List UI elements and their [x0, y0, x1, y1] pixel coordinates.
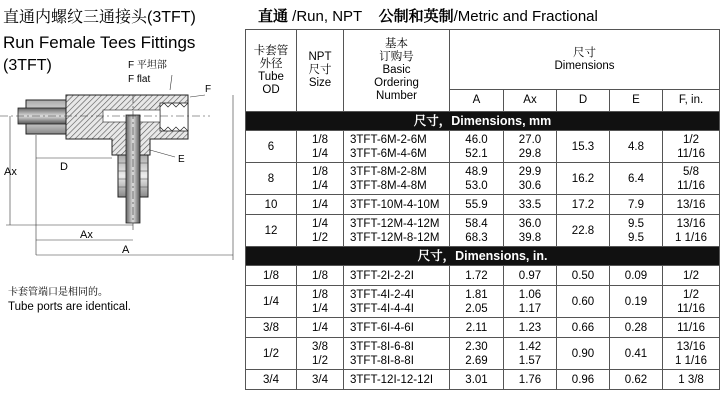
header-dimensions: 尺寸 Dimensions	[450, 30, 720, 90]
band-mm: 尺寸，Dimensions, mm	[246, 112, 720, 131]
table-row	[246, 131, 720, 163]
f-cell: 11/16	[663, 318, 720, 338]
table-heading	[258, 5, 598, 26]
ax-cell: 29.9 30.6	[504, 163, 557, 195]
band-in: 尺寸，Dimensions, in.	[246, 247, 720, 266]
npt-size-cell: 1/8	[297, 266, 344, 286]
table-row	[246, 370, 720, 390]
f-label: F	[205, 84, 212, 95]
order-number-cell: 3TFT-12I-12-12I	[344, 370, 450, 390]
order-number-cell: 3TFT-4I-2-4I 3TFT-4I-4-4I	[344, 286, 450, 318]
e-cell: 0.19	[610, 286, 663, 318]
e-cell: 9.5 9.5	[610, 215, 663, 247]
npt-size-cell: 1/4	[297, 195, 344, 215]
tube-od-cell: 12	[246, 215, 297, 247]
header-col-e: E	[610, 90, 663, 112]
table-row	[246, 215, 720, 247]
e-cell: 0.62	[610, 370, 663, 390]
heading-run-npt: /Run, NPT	[288, 8, 362, 25]
ax-cell: 36.0 39.8	[504, 215, 557, 247]
a-cell: 3.01	[450, 370, 504, 390]
table-row	[246, 286, 720, 318]
ax-cell: 1.23	[504, 318, 557, 338]
a-cell: 46.0 52.1	[450, 131, 504, 163]
npt-size-cell: 1/4	[297, 318, 344, 338]
a-cell: 1.72	[450, 266, 504, 286]
f-cell: 13/16	[663, 195, 720, 215]
note-cn: 卡套管端口是相同的。	[8, 287, 108, 298]
npt-size-cell: 1/8 1/4	[297, 163, 344, 195]
header-tube-od: 卡套管 外径 Tube OD	[246, 30, 297, 112]
ax-cell: 1.42 1.57	[504, 338, 557, 370]
e-cell: 7.9	[610, 195, 663, 215]
a-cell: 55.9	[450, 195, 504, 215]
d-cell: 0.66	[557, 318, 610, 338]
tube-od-cell: 8	[246, 163, 297, 195]
order-number-cell: 3TFT-6M-2-6M 3TFT-6M-4-6M	[344, 131, 450, 163]
f-cell: 13/16 1 1/16	[663, 215, 720, 247]
d-cell: 0.90	[557, 338, 610, 370]
d-cell: 15.3	[557, 131, 610, 163]
e-cell: 0.09	[610, 266, 663, 286]
tube-od-cell: 1/8	[246, 266, 297, 286]
d-cell: 16.2	[557, 163, 610, 195]
a-cell: 1.81 2.05	[450, 286, 504, 318]
e-cell: 6.4	[610, 163, 663, 195]
e-cell: 4.8	[610, 131, 663, 163]
f-flat-cn-label: F 平坦部	[128, 60, 167, 71]
ax-cell: 0.97	[504, 266, 557, 286]
table-row	[246, 163, 720, 195]
d-cell: 0.50	[557, 266, 610, 286]
ax-cell: 1.06 1.17	[504, 286, 557, 318]
d-cell: 17.2	[557, 195, 610, 215]
tube-od-cell: 10	[246, 195, 297, 215]
ax-vertical-label: Ax	[4, 166, 17, 178]
ax-cell: 27.0 29.8	[504, 131, 557, 163]
page-title-en: Run Female Tees Fittings	[3, 33, 196, 52]
a-cell: 2.11	[450, 318, 504, 338]
a-cell: 48.9 53.0	[450, 163, 504, 195]
tube-od-cell: 1/2	[246, 338, 297, 370]
left-panel	[0, 0, 245, 418]
heading-run-cn: 直通	[258, 8, 289, 25]
a-cell: 2.30 2.69	[450, 338, 504, 370]
tube-od-cell: 3/4	[246, 370, 297, 390]
page-title-cn: 直通内螺纹三通接头(3TFT)	[3, 9, 196, 26]
order-number-cell: 3TFT-12M-4-12M 3TFT-12M-8-12M	[344, 215, 450, 247]
header-col-d: D	[557, 90, 610, 112]
npt-size-cell: 1/8 1/4	[297, 286, 344, 318]
npt-size-cell: 3/4	[297, 370, 344, 390]
tube-od-cell: 1/4	[246, 286, 297, 318]
d-cell: 22.8	[557, 215, 610, 247]
npt-size-cell: 3/8 1/2	[297, 338, 344, 370]
order-number-cell: 3TFT-8I-6-8I 3TFT-8I-8-8I	[344, 338, 450, 370]
heading-metric: /Metric and Fractional	[453, 8, 598, 25]
f-cell: 1/2 11/16	[663, 131, 720, 163]
header-col-ax: Ax	[504, 90, 557, 112]
header-col-f: F, in.	[663, 90, 720, 112]
ax-cell: 1.76	[504, 370, 557, 390]
order-number-cell: 3TFT-8M-2-8M 3TFT-8M-4-8M	[344, 163, 450, 195]
tube-od-cell: 6	[246, 131, 297, 163]
header-col-a: A	[450, 90, 504, 112]
page-title-code: (3TFT)	[3, 57, 52, 74]
header-npt-size: NPT 尺寸 Size	[297, 30, 344, 112]
d-label: D	[60, 161, 68, 173]
note-en: Tube ports are identical.	[8, 301, 131, 313]
f-cell: 1/2 11/16	[663, 286, 720, 318]
table-row	[246, 318, 720, 338]
f-cell: 1 3/8	[663, 370, 720, 390]
tube-od-cell: 3/8	[246, 318, 297, 338]
a-label: A	[122, 244, 130, 256]
order-number-cell: 3TFT-10M-4-10M	[344, 195, 450, 215]
ax-horizontal-label: Ax	[80, 229, 93, 241]
d-cell: 0.96	[557, 370, 610, 390]
e-cell: 0.41	[610, 338, 663, 370]
e-label: E	[178, 154, 185, 165]
f-cell: 1/2	[663, 266, 720, 286]
f-cell: 13/16 1 1/16	[663, 338, 720, 370]
a-cell: 58.4 68.3	[450, 215, 504, 247]
ax-cell: 33.5	[504, 195, 557, 215]
order-number-cell: 3TFT-2I-2-2I	[344, 266, 450, 286]
tee-fitting-diagram	[0, 55, 245, 265]
npt-size-cell: 1/8 1/4	[297, 131, 344, 163]
spec-table	[245, 29, 720, 390]
f-cell: 5/8 11/16	[663, 163, 720, 195]
heading-metric-cn: 公制和英制	[378, 8, 454, 25]
npt-size-cell: 1/4 1/2	[297, 215, 344, 247]
d-cell: 0.60	[557, 286, 610, 318]
header-order-number: 基本 订购号 Basic Ordering Number	[344, 30, 450, 112]
f-flat-en-label: F flat	[128, 74, 151, 85]
table-row	[246, 338, 720, 370]
table-row	[246, 266, 720, 286]
e-cell: 0.28	[610, 318, 663, 338]
order-number-cell: 3TFT-6I-4-6I	[344, 318, 450, 338]
table-row	[246, 195, 720, 215]
